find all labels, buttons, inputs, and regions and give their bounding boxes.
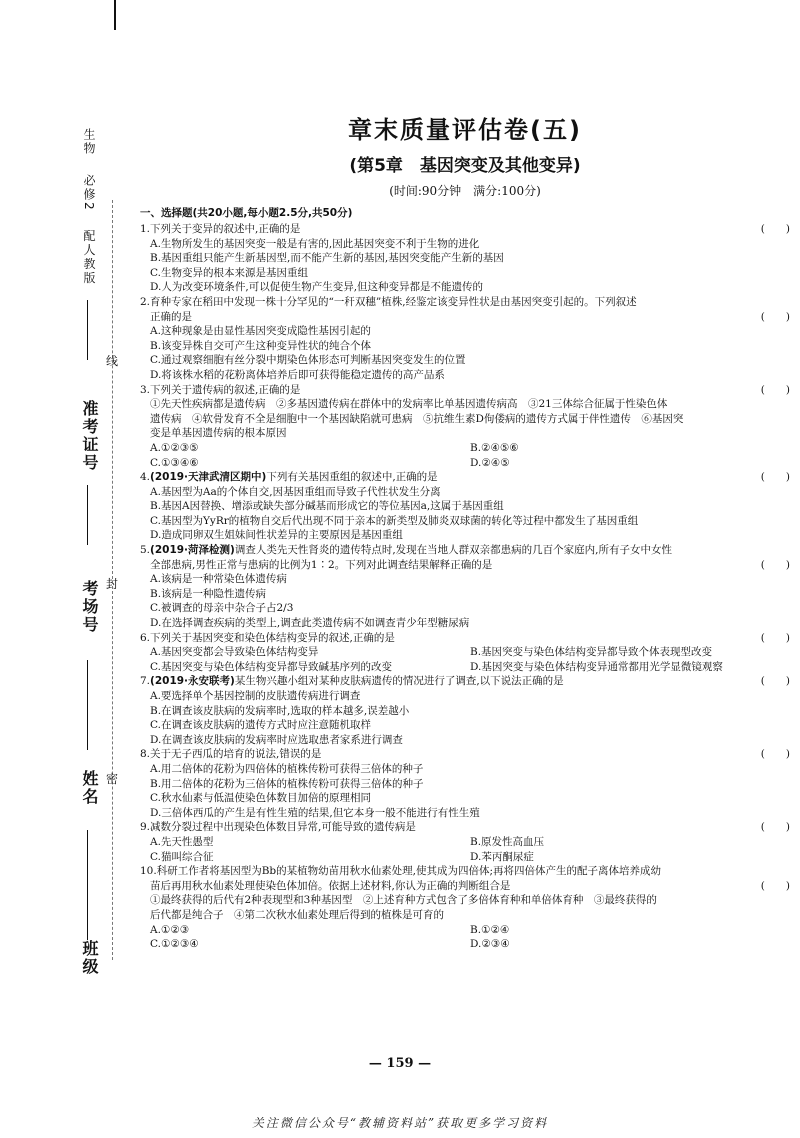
option-c[interactable]: C.被调查的母亲中杂合子占2/3 xyxy=(150,602,294,615)
question-number: 7. xyxy=(140,675,151,688)
statement-line: ①先天性疾病都是遗传病 ②多基因遗传病在群体中的发病率比单基因遗传病高 ③21三体综合征属于性染色体 xyxy=(150,398,668,411)
question-7 xyxy=(140,674,790,747)
option-d[interactable]: D.②④⑤ xyxy=(470,456,510,469)
question-stem-cont: 全部患病,男性正常与患病的比例为1∶2。下列对此调查结果解释正确的是 xyxy=(150,558,493,571)
option-b[interactable]: B.基因突变与染色体结构变异都导致个体表现型改变 xyxy=(470,646,713,659)
question-source: (2019·菏泽检测) xyxy=(150,544,235,557)
option-a[interactable]: A.①②③ xyxy=(150,923,190,936)
option-b[interactable]: B.该病是一种隐性遗传病 xyxy=(150,587,267,600)
answer-bracket[interactable]: ( ) xyxy=(760,310,790,323)
question-3 xyxy=(140,383,790,471)
question-stem: 调查人类先天性肾炎的遗传特点时,发现在当地人群双亲都患病的几百个家庭内,所有子女中女性 xyxy=(234,544,673,557)
option-d[interactable]: D.人为改变环境条件,可以促使生物产生变异,但这种变异都是不能遗传的 xyxy=(150,281,484,294)
option-a[interactable]: A.①②③⑤ xyxy=(150,441,199,454)
option-b[interactable]: B.基因A因替换、增添或缺失部分碱基而形成它的等位基因a,这属于基因重组 xyxy=(150,500,504,513)
answer-bracket[interactable]: ( ) xyxy=(760,675,790,688)
option-a[interactable]: A.该病是一种常染色体遗传病 xyxy=(150,573,287,586)
statement-line: ①最终获得的后代有2种表现型和3种基因型 ②上述育种方式包含了多倍体育种和单倍体育种 ③最终获得的 xyxy=(150,894,657,907)
answer-bracket[interactable]: ( ) xyxy=(760,748,790,761)
edition-label xyxy=(78,128,101,286)
question-8 xyxy=(140,747,790,820)
answer-bracket[interactable]: ( ) xyxy=(760,223,790,235)
question-stem: 6.下列关于基因突变和染色体结构变异的叙述,正确的是 xyxy=(140,631,395,644)
field-name[interactable]: 姓名 xyxy=(80,770,99,806)
field-class[interactable]: 班级 xyxy=(80,940,99,976)
option-b[interactable]: B.原发性高血压 xyxy=(470,835,545,848)
option-a[interactable]: A.先天性愚型 xyxy=(150,835,214,848)
margin-rule xyxy=(87,830,88,940)
question-9 xyxy=(140,820,790,864)
field-exam-number[interactable]: 准考证号 xyxy=(80,400,99,472)
question-stem: 8.关于无子西瓜的培育的说法,错误的是 xyxy=(140,748,322,761)
question-stem-cont: 苗后再用秋水仙素处理使染色体加倍。依据上述材料,你认为正确的判断组合是 xyxy=(150,879,511,892)
option-b[interactable]: B.用二倍体的花粉为三倍体的植株传粉可获得三倍体的种子 xyxy=(150,777,424,790)
option-b[interactable]: B.基因重组只能产生新基因型,而不能产生新的基因,基因突变能产生新的基因 xyxy=(150,252,504,265)
option-d[interactable]: D.将该株水稻的花粉离体培养后即可获得能稳定遗传的高产品系 xyxy=(150,368,445,381)
statement-line: 遗传病 ④软骨发育不全是细胞中一个基因缺陷就可患病 ⑤抗维生素D佝偻病的遗传方式属于伴性遗传 ⑥基因突 xyxy=(150,412,684,425)
option-a[interactable]: A.用二倍体的花粉为四倍体的植株传粉可获得三倍体的种子 xyxy=(150,762,424,775)
question-number: 5. xyxy=(140,544,151,557)
answer-bracket[interactable]: ( ) xyxy=(760,821,790,834)
question-stem: 下列有关基因重组的叙述中,正确的是 xyxy=(266,471,438,484)
option-a[interactable]: A.要选择单个基因控制的皮肤遗传病进行调查 xyxy=(150,690,361,702)
section-title: 一、选择题(共20小题,每小题2.5分,共50分) xyxy=(140,207,353,219)
option-c[interactable]: C.通过观察细胞有丝分裂中期染色体形态可判断基因突变发生的位置 xyxy=(150,354,466,367)
question-stem: 9.减数分裂过程中出现染色体数目异常,可能导致的遗传病是 xyxy=(140,821,416,834)
option-c[interactable]: C.在调查该皮肤病的遗传方式时应注意随机取样 xyxy=(150,719,371,732)
option-a[interactable]: A.这种现象是由显性基因突变成隐性基因引起的 xyxy=(150,325,371,338)
option-b[interactable]: B.该变异株自交可产生这种变异性状的纯合个体 xyxy=(150,339,372,352)
margin-rule xyxy=(87,660,88,750)
question-number: 4. xyxy=(140,471,151,484)
option-c[interactable]: C.基因突变与染色体结构变异都导致碱基序列的改变 xyxy=(150,660,392,673)
option-d[interactable]: D.在调查该皮肤病的发病率时应选取患者家系进行调查 xyxy=(150,733,403,746)
seal-char-seal: 封 xyxy=(106,577,119,591)
answer-bracket[interactable]: ( ) xyxy=(760,471,790,484)
footer-note: 关注微信公众号“教辅资料站”获取更多学习资料 xyxy=(251,1116,549,1130)
option-c[interactable]: C.①③④⑥ xyxy=(150,456,199,469)
answer-bracket[interactable]: ( ) xyxy=(760,558,790,571)
question-1 xyxy=(140,222,790,295)
margin-rule xyxy=(87,485,88,545)
question-source: (2019·天津武清区期中) xyxy=(150,471,267,484)
chapter-subtitle: (第5章 基因突变及其他变异) xyxy=(349,156,581,176)
statement-line: 变是单基因遗传病的根本原因 xyxy=(150,427,287,440)
option-d[interactable]: D.苯丙酮尿症 xyxy=(470,850,534,863)
option-a[interactable]: A.基因突变都会导致染色体结构变异 xyxy=(150,646,319,659)
question-stem: 3.下列关于遗传病的叙述,正确的是 xyxy=(140,383,301,396)
time-score-line: (时间:90分钟 满分:100分) xyxy=(389,184,541,198)
subject-text: 生物 xyxy=(82,128,96,156)
option-d[interactable]: D.造成同卵双生姐妹间性状差异的主要原因是基因重组 xyxy=(150,529,403,542)
option-b[interactable]: B.在调查该皮肤病的发病率时,选取的样本越多,误差越小 xyxy=(150,704,410,717)
option-b[interactable]: B.①②④ xyxy=(470,923,510,936)
question-4 xyxy=(140,470,790,543)
option-c[interactable]: C.基因型为YyRr的植物自交后代出现不同于亲本的新类型及肺炎双球菌的转化等过程中都发生了基因重组 xyxy=(150,514,639,527)
field-room-number[interactable]: 考场号 xyxy=(80,580,99,634)
margin-rule xyxy=(87,300,88,360)
question-source: (2019·永安联考) xyxy=(150,675,235,688)
question-stem: 2.育种专家在稻田中发现一株十分罕见的“一秆双穗”植株,经鉴定该变异性状是由基因突变引起的。下列叙述 xyxy=(140,295,637,308)
answer-bracket[interactable]: ( ) xyxy=(760,383,790,396)
option-c[interactable]: C.①②③④ xyxy=(150,938,199,951)
question-stem: 10.科研工作者将基因型为Bb的某植物幼苗用秋水仙素处理,使其成为四倍体;再将四倍体产生的配子离体培养成幼 xyxy=(140,865,662,878)
page-number: — 159 — xyxy=(368,1056,432,1071)
option-d[interactable]: D.②③④ xyxy=(470,938,510,951)
option-d[interactable]: D.在选择调查疾病的类型上,调查此类遗传病不如调查青少年型糖尿病 xyxy=(150,617,470,630)
question-5 xyxy=(140,543,790,631)
question-10 xyxy=(140,864,790,952)
option-c[interactable]: C.秋水仙素与低温使染色体数目加倍的原理相同 xyxy=(150,792,371,805)
answer-bracket[interactable]: ( ) xyxy=(760,631,790,644)
question-2 xyxy=(140,295,790,383)
question-6 xyxy=(140,631,790,675)
seal-char-secret: 密 xyxy=(106,772,119,786)
question-stem: 某生物兴趣小组对某种皮肤病遗传的情况进行了调查,以下说法正确的是 xyxy=(234,675,564,688)
option-d[interactable]: D.三倍体西瓜的产生是有性生殖的结果,但它本身一般不能进行有性生殖 xyxy=(150,806,480,819)
answer-bracket[interactable]: ( ) xyxy=(760,879,790,892)
statement-line: 后代都是纯合子 ④第二次秋水仙素处理后得到的植株是可育的 xyxy=(150,908,444,921)
question-stem-cont: 正确的是 xyxy=(150,310,192,323)
option-a[interactable]: A.基因型为Aa的个体自交,因基因重组而导致子代性状发生分离 xyxy=(150,485,441,498)
option-c[interactable]: C.生物变异的根本来源是基因重组 xyxy=(150,266,308,279)
seal-char-line: 线 xyxy=(106,354,119,368)
option-d[interactable]: D.基因突变与染色体结构变异通常都用光学显微镜观察 xyxy=(470,660,723,673)
binding-margin xyxy=(0,0,120,1138)
option-a[interactable]: A.生物所发生的基因突变一般是有害的,因此基因突变不利于生物的进化 xyxy=(150,237,480,250)
page-title: 章末质量评估卷(五) xyxy=(348,116,582,144)
margin-top-rule xyxy=(114,0,116,30)
question-stem: 1.下列关于变异的叙述中,正确的是 xyxy=(140,223,301,235)
exam-content xyxy=(140,110,790,952)
book-text: 必修2 xyxy=(82,174,96,212)
option-b[interactable]: B.②④⑤⑥ xyxy=(470,441,519,454)
option-c[interactable]: C.猫叫综合征 xyxy=(150,850,214,863)
edition-text: 配人教版 xyxy=(82,229,96,286)
